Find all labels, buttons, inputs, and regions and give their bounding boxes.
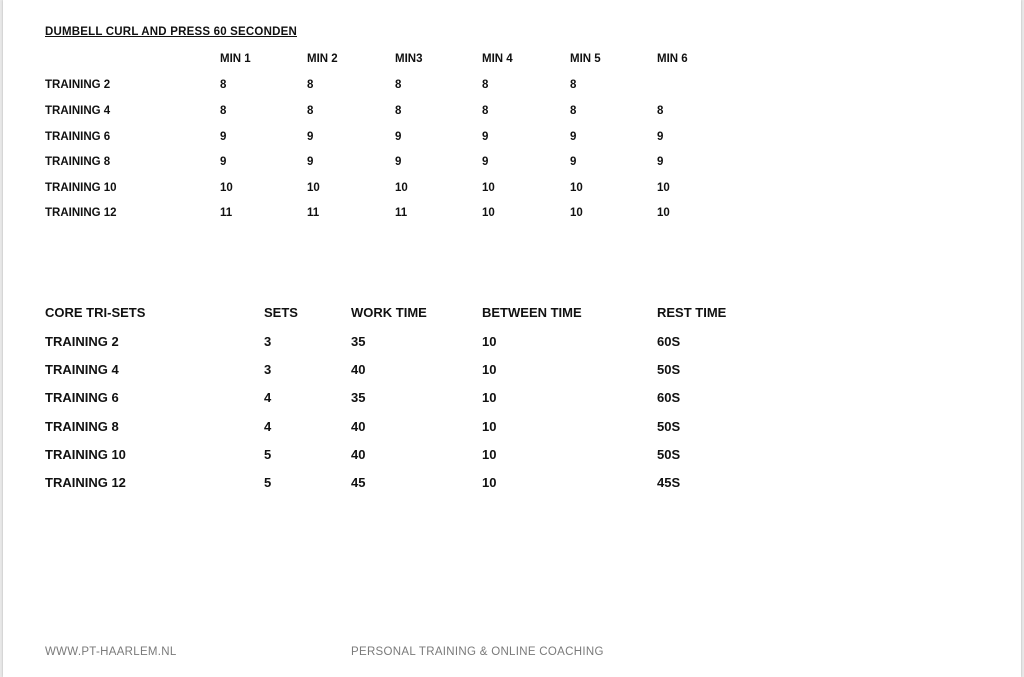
table2-cell: 5 [264,475,272,490]
table1-cell: 11 [307,207,320,219]
table1-cell: 9 [395,156,402,168]
table1-cell: 8 [395,79,402,91]
table2-header-sets: SETS [264,305,298,320]
table1-cell: 8 [570,105,577,117]
table2-cell: 10 [482,419,497,434]
table2-cell: 35 [351,390,366,405]
table2-row-label: TRAINING 12 [45,475,126,490]
table2-cell: 3 [264,334,272,349]
table2-cell: 10 [482,447,497,462]
table2-header-work-time: WORK TIME [351,305,427,320]
table1-cell: 9 [570,156,577,168]
table2-cell: 50S [657,419,681,434]
table2-cell: 4 [264,390,272,405]
table2-cell: 40 [351,419,366,434]
table2-cell: 50S [657,447,681,462]
table2-cell: 40 [351,362,366,377]
table1-cell: 11 [395,207,408,219]
table2-cell: 60S [657,334,681,349]
table1-cell: 8 [307,79,314,91]
table1-cell: 9 [482,131,489,143]
table1-cell: 9 [220,131,227,143]
table1-header-min4: MIN 4 [482,53,513,65]
table2-cell: 10 [482,390,497,405]
table2-cell: 45 [351,475,366,490]
table1-cell: 9 [570,131,577,143]
table2-row-label: TRAINING 2 [45,334,119,349]
table1-row-label: TRAINING 8 [45,156,111,168]
table1-cell: 10 [220,182,233,194]
table2-header-rest-time: REST TIME [657,305,727,320]
table1-cell: 8 [570,79,577,91]
table1-cell: 8 [482,79,489,91]
document-page [3,0,1021,677]
table2-cell: 40 [351,447,366,462]
table2-row-label: TRAINING 4 [45,362,119,377]
table1-cell: 10 [482,182,495,194]
table1-row-label: TRAINING 10 [45,182,117,194]
footer-website: WWW.PT-HAARLEM.NL [45,646,177,658]
table1-cell: 9 [307,156,314,168]
table2-cell: 45S [657,475,681,490]
table2-row-label: TRAINING 10 [45,447,126,462]
table1-cell: 8 [657,105,664,117]
table2-cell: 10 [482,362,497,377]
table1-cell: 8 [482,105,489,117]
table1-cell: 10 [570,182,583,194]
table1-row-label: TRAINING 2 [45,79,111,91]
table1-cell: 10 [395,182,408,194]
table1-cell: 9 [307,131,314,143]
table1-cell: 9 [657,156,664,168]
table2-header-between-time: BETWEEN TIME [482,305,582,320]
table2-row-label: TRAINING 8 [45,419,119,434]
footer-tagline: PERSONAL TRAINING & ONLINE COACHING [351,646,604,658]
table1-cell: 10 [570,207,583,219]
table1-cell: 8 [395,105,402,117]
table2-cell: 10 [482,475,497,490]
table2-header-core-tri-sets: CORE TRI-SETS [45,305,146,320]
table2-cell: 10 [482,334,497,349]
table1-cell: 10 [657,182,670,194]
table1-cell: 9 [482,156,489,168]
table1-cell: 9 [220,156,227,168]
table1-cell: 10 [482,207,495,219]
table1-row-label: TRAINING 6 [45,131,111,143]
table2-cell: 50S [657,362,681,377]
table1-header-min3: MIN3 [395,53,423,65]
table1-header-min2: MIN 2 [307,53,338,65]
table1-header-min6: MIN 6 [657,53,688,65]
table1-cell: 10 [657,207,670,219]
table2-row-label: TRAINING 6 [45,390,119,405]
table1-header-min5: MIN 5 [570,53,601,65]
table1-cell: 10 [307,182,320,194]
table2-cell: 60S [657,390,681,405]
table1-cell: 11 [220,207,233,219]
table1-cell: 8 [220,79,227,91]
table1-cell: 9 [395,131,402,143]
table1-cell: 8 [220,105,227,117]
table1-cell: 8 [307,105,314,117]
table1-title: DUMBELL CURL AND PRESS 60 SECONDEN [45,26,297,38]
table2-cell: 35 [351,334,366,349]
table2-cell: 4 [264,419,272,434]
table1-header-min1: MIN 1 [220,53,251,65]
table1-row-label: TRAINING 4 [45,105,111,117]
table2-cell: 5 [264,447,272,462]
table1-row-label: TRAINING 12 [45,207,117,219]
table1-cell: 9 [657,131,664,143]
table2-cell: 3 [264,362,272,377]
